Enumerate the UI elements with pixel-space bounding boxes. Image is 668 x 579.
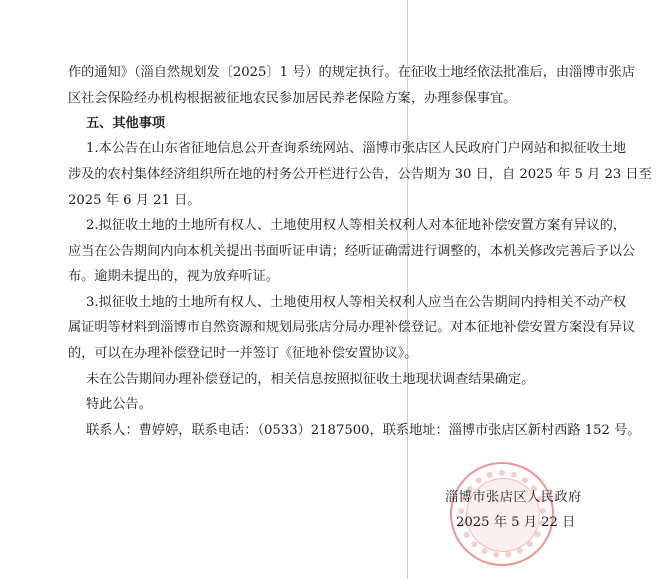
section-heading: 五、其他事项 xyxy=(86,116,166,131)
body-line: 3.拟征收土地的土地所有权人、土地使用权人等相关权利人应当在公告期间内持相关不动产权 xyxy=(86,295,627,310)
body-line: 应当在公告期间内向本机关提出书面听证申请；经听证确需进行调整的，本机关修改完善后予以公 xyxy=(68,244,636,259)
body-line: 涉及的农村集体经济组织所在地的村务公开栏进行公告，公告期为 30 日，自 2025 年 5 月 23 日至 xyxy=(68,167,652,182)
closing-line: 特此公告。 xyxy=(86,397,152,412)
signature-org: 淄博市张店区人民政府 xyxy=(445,490,582,505)
page-fold-line xyxy=(407,0,408,579)
contact-info: 联系人：曹婷婷，联系电话：（0533）2187500，联系地址：淄博市张店区新村西路 152 号。 xyxy=(86,423,641,438)
body-line: 布。逾期未提出的，视为放弃听证。 xyxy=(68,269,279,284)
body-line: 区社会保险经办机构根据被征地农民参加居民养老保险方案，办理参保事宜。 xyxy=(68,91,517,106)
body-line: 属证明等材料到淄博市自然资源和规划局张店分局办理补偿登记。对本征地补偿安置方案没有异议 xyxy=(68,320,636,335)
body-line: 作的通知》（淄自然规划发〔2025〕1 号）的规定执行。在征收土地经依法批准后，由淄博市张店 xyxy=(68,65,636,80)
body-line: 2025 年 6 月 21 日。 xyxy=(68,193,201,208)
body-line: 1.本公告在山东省征地信息公开查询系统网站、淄博市张店区人民政府门户网站和拟征收土地 xyxy=(86,141,627,156)
body-line: 2.拟征收土地的土地所有权人、土地使用权人等相关权利人对本征地补偿安置方案有异议的， xyxy=(86,218,627,233)
body-line: 未在公告期间办理补偿登记的，相关信息按照拟征收土地现状调查结果确定。 xyxy=(86,372,535,387)
body-line: 的，可以在办理补偿登记时一并签订《征地补偿安置协议》。 xyxy=(68,346,418,361)
signature-date: 2025 年 5 月 22 日 xyxy=(456,515,576,530)
